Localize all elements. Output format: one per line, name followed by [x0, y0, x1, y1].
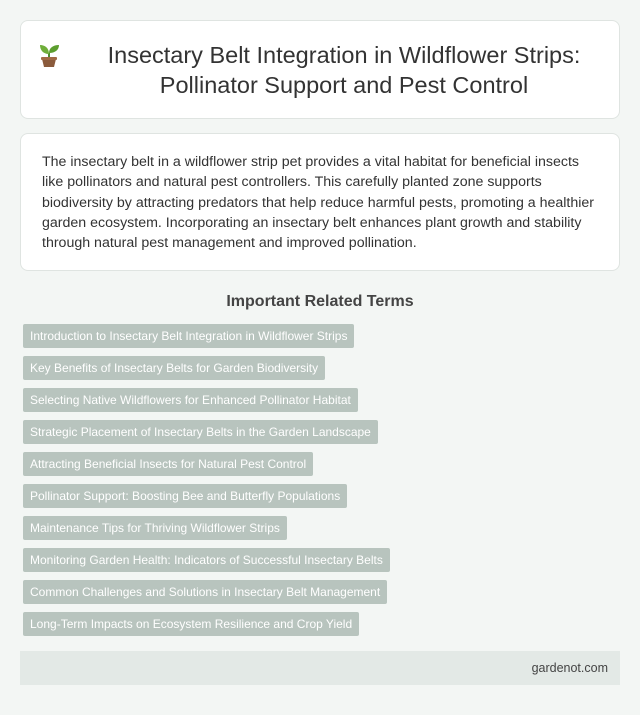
term-tag[interactable]: Strategic Placement of Insectary Belts in the Garden Landscape — [23, 420, 378, 444]
term-tag[interactable]: Selecting Native Wildflowers for Enhanced Pollinator Habitat — [23, 388, 358, 412]
footer-site-link[interactable]: gardenot.com — [531, 661, 608, 675]
term-tag[interactable]: Monitoring Garden Health: Indicators of Successful Insectary Belts — [23, 548, 390, 572]
seedling-icon — [37, 42, 63, 68]
summary-text: The insectary belt in a wildflower strip pet provides a vital habitat for beneficial insects like pollinators and natural pest controllers. This carefully planted zone supports biodiversity by attracting predators that help reduce harmful pests, promoting a healthier garden ecosystem. Incorporating an insectary belt enhances plant growth and stability through natural pest management and improved pollination. — [42, 154, 595, 252]
term-tag[interactable]: Long-Term Impacts on Ecosystem Resilience and Crop Yield — [23, 612, 359, 636]
related-terms-heading: Important Related Terms — [226, 293, 414, 310]
term-tag[interactable]: Key Benefits of Insectary Belts for Garden Biodiversity — [23, 356, 325, 380]
term-tag[interactable]: Attracting Beneficial Insects for Natural Pest Control — [23, 452, 313, 476]
header-card — [20, 20, 620, 119]
summary-card — [20, 133, 620, 271]
term-tag[interactable]: Introduction to Insectary Belt Integration in Wildflower Strips — [23, 324, 354, 348]
term-tag[interactable]: Maintenance Tips for Thriving Wildflower Strips — [23, 516, 287, 540]
page-title: Insectary Belt Integration in Wildflower Strips: Pollinator Support and Pest Control — [107, 41, 581, 98]
header-inner — [37, 40, 603, 100]
term-tag[interactable]: Common Challenges and Solutions in Insectary Belt Management — [23, 580, 387, 604]
related-terms-list — [20, 324, 620, 636]
term-tag[interactable]: Pollinator Support: Boosting Bee and Butterfly Populations — [23, 484, 347, 508]
footer-bar — [20, 651, 620, 685]
